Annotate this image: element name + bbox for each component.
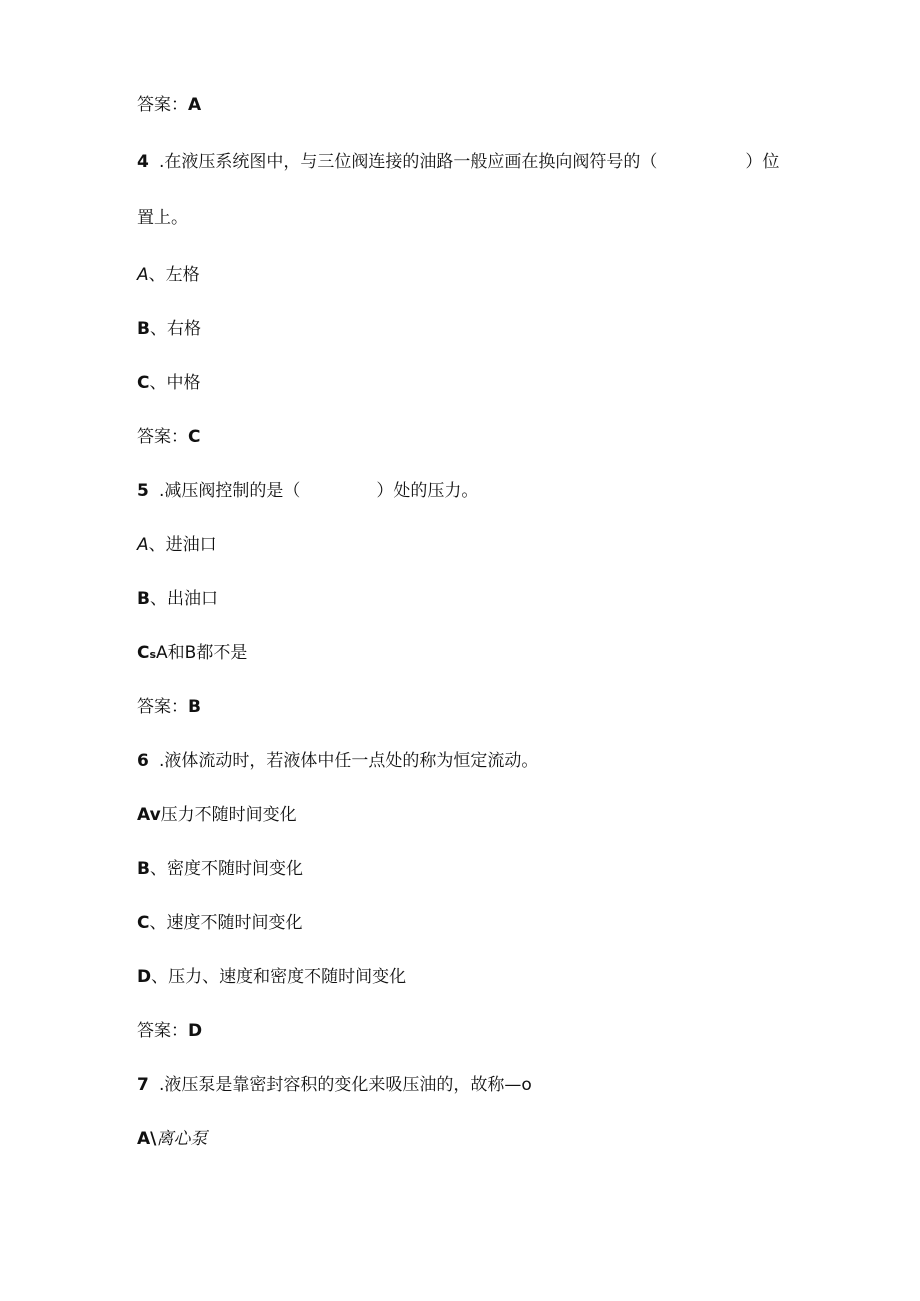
option-text: 速度不随时间变化 [166, 913, 303, 933]
option-text: 左格 [165, 265, 200, 285]
option-text: A和B都不是 [156, 643, 248, 663]
option-key: A [137, 805, 150, 825]
question-number: 5 [137, 481, 149, 501]
question-number: 6 [137, 751, 149, 771]
answer-line-q3 [137, 94, 201, 116]
option-sep: 、 [148, 265, 166, 285]
answer-line-q5 [137, 696, 201, 718]
option-sep: \ [150, 1129, 157, 1149]
question-6 [137, 750, 538, 772]
option-a [137, 804, 297, 826]
option-d [137, 966, 406, 988]
question-5 [137, 480, 478, 502]
option-sep: 、 [149, 913, 167, 933]
option-a [137, 1128, 207, 1150]
question-number: 7 [137, 1075, 149, 1095]
answer-value: D [188, 1021, 203, 1041]
option-key: C [137, 643, 150, 663]
option-b [137, 318, 201, 340]
option-sep: 、 [149, 319, 167, 339]
answer-label: 答案： [137, 95, 188, 115]
question-text: .液压泵是靠密封容积的变化来吸压油的，故称—o [159, 1075, 532, 1095]
question-text-close: ）处的压力。 [376, 481, 479, 501]
option-key: A [137, 535, 149, 555]
answer-value: A [188, 95, 202, 115]
option-key: D [137, 967, 152, 987]
option-b [137, 588, 218, 610]
question-text: .减压阀控制的是（ [159, 481, 301, 501]
answer-line-q4 [137, 426, 200, 448]
answer-value: B [188, 697, 201, 717]
option-c [137, 642, 247, 666]
option-text: 出油口 [166, 589, 218, 609]
option-key: B [137, 319, 150, 339]
option-a [137, 264, 200, 286]
answer-line-q6 [137, 1020, 202, 1042]
question-text: .液体流动时，若液体中任一点处的称为恒定流动。 [159, 751, 539, 771]
question-text: .在液压系统图中，与三位阀连接的油路一般应画在换向阀符号的（ [159, 152, 658, 172]
option-sep: 、 [151, 967, 169, 987]
option-text: 离心泵 [156, 1129, 208, 1149]
option-sep: 、 [149, 373, 167, 393]
option-c [137, 372, 200, 394]
option-c [137, 912, 302, 934]
option-a [137, 534, 217, 556]
option-key: B [137, 589, 150, 609]
answer-label: 答案： [137, 1021, 188, 1041]
option-text: 进油口 [165, 535, 217, 555]
question-7 [137, 1074, 532, 1096]
option-sep: 、 [149, 859, 167, 879]
option-key: C [137, 913, 150, 933]
option-key: C [137, 373, 150, 393]
option-sep: 、 [149, 589, 167, 609]
option-sep: v [149, 805, 161, 825]
option-sep: s [149, 648, 157, 661]
answer-label: 答案： [137, 697, 188, 717]
question-4 [137, 151, 779, 173]
option-key: A [137, 265, 149, 285]
option-text: 密度不随时间变化 [166, 859, 303, 879]
option-key: A [137, 1129, 151, 1149]
question-4-continuation [137, 207, 188, 229]
question-text-close: ）位 [745, 152, 780, 172]
answer-value: C [188, 427, 201, 447]
option-b [137, 858, 303, 880]
option-text: 中格 [166, 373, 201, 393]
option-key: B [137, 859, 150, 879]
option-text: 压力、速度和密度不随时间变化 [168, 967, 407, 987]
question-continuation-text: 置上。 [137, 208, 188, 228]
option-sep: 、 [148, 535, 166, 555]
question-number: 4 [137, 152, 149, 172]
option-text: 压力不随时间变化 [160, 805, 297, 825]
answer-label: 答案： [137, 427, 188, 447]
option-text: 右格 [166, 319, 201, 339]
